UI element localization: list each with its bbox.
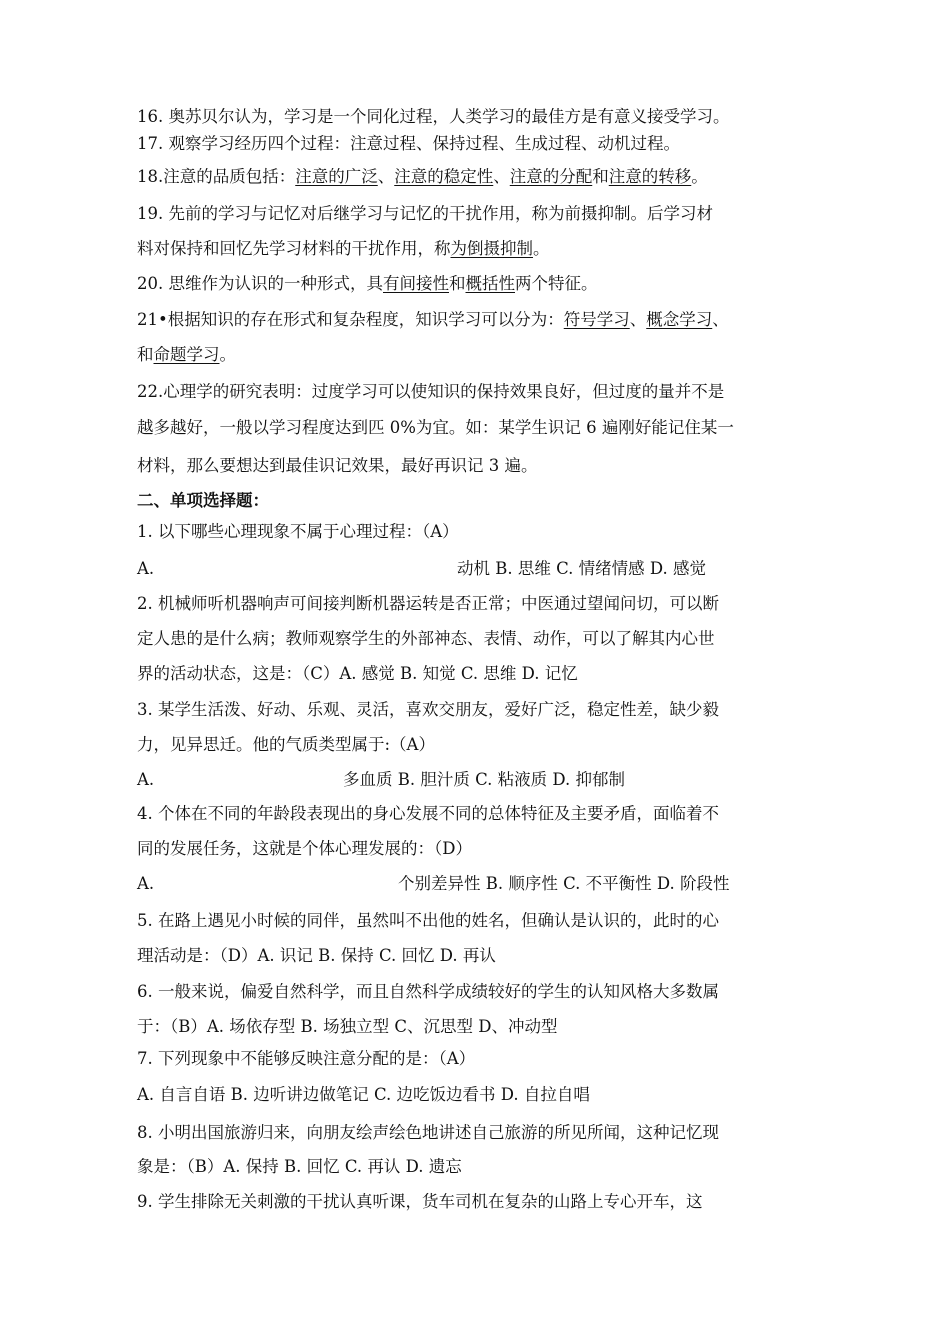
text-run: 料对保持和回忆先学习材料的干扰作用，称 xyxy=(137,239,451,258)
text-run: 18.注意的品质包括： xyxy=(137,167,296,186)
text-line: 2. 机械师听机器响声可间接判断机器运转是否正常；中医通过望闻问切，可以断 xyxy=(137,594,719,613)
text-run: 、 xyxy=(629,310,647,329)
text-run: 、 xyxy=(493,167,510,186)
section-heading: 二、单项选择题： xyxy=(137,491,269,510)
underlined-answer: 注意的稳定性 xyxy=(394,167,494,186)
underlined-answer: 命题学习 xyxy=(153,345,220,364)
underlined-answer: 概念学习 xyxy=(646,310,713,329)
text-line: 于：（B）A. 场依存型 B. 场独立型 C、沉思型 D、冲动型 xyxy=(137,1017,558,1036)
option-text: 动机 B. 思维 C. 情绪情感 D. 感觉 xyxy=(457,559,707,578)
text-line: 定人患的是什么病；教师观察学生的外部神态、表情、动作，可以了解其内心世 xyxy=(137,629,715,648)
text-line: 19. 先前的学习与记忆对后继学习与记忆的干扰作用，称为前摄抑制。后学习材 xyxy=(137,204,713,223)
text-run: 。 xyxy=(533,239,550,258)
text-run: 和 xyxy=(137,345,154,364)
text-line: 9. 学生排除无关刺激的干扰认真听课，货车司机在复杂的山路上专心开车，这 xyxy=(137,1192,703,1211)
text-line: 1. 以下哪些心理现象不属于心理过程：（A） xyxy=(137,522,459,541)
text-line: 材料，那么要想达到最佳识记效果，最好再识记 3 遍。 xyxy=(137,456,538,475)
option-text: 个别差异性 B. 顺序性 C. 不平衡性 D. 阶段性 xyxy=(398,874,730,893)
text-run: 。 xyxy=(691,167,708,186)
text-line xyxy=(137,309,729,331)
text-run: 两个特征。 xyxy=(515,274,598,293)
underlined-answer: 符号学习 xyxy=(563,310,630,329)
text-line: 17. 观察学习经历四个过程：注意过程、保持过程、生成过程、动机过程。 xyxy=(137,134,680,153)
text-run: 21•根据知识的存在形式和复杂程度，知识学习可以分为： xyxy=(137,310,564,329)
option-text: 多血质 B. 胆汁质 C. 粘液质 D. 抑郁制 xyxy=(343,770,626,789)
text-line xyxy=(137,344,236,366)
text-line: 8. 小明出国旅游归来，向朋友绘声绘色地讲述自己旅游的所见所闻，这种记忆现 xyxy=(137,1123,719,1142)
text-line: 5. 在路上遇见小时候的同伴，虽然叫不出他的姓名，但确认是认识的，此时的心 xyxy=(137,911,719,930)
underlined-answer: 注意的转移 xyxy=(608,167,692,186)
text-line: A. 自言自语 B. 边听讲边做笔记 C. 边吃饭边看书 D. 自拉自唱 xyxy=(137,1085,590,1104)
option-label: A. xyxy=(137,770,155,789)
underlined-answer: 有间接性 xyxy=(383,274,449,293)
text-line: 7. 下列现象中不能够反映注意分配的是：（A） xyxy=(137,1049,476,1068)
text-run: 和 xyxy=(449,274,466,293)
text-line: 越多越好，一般以学习程度达到匹 0%为宜。如：某学生识记 6 遍刚好能记住某一 xyxy=(137,418,734,437)
text-line: 3. 某学生活泼、好动、乐观、灵活，喜欢交朋友，爱好广泛，稳定性差，缺少毅 xyxy=(137,700,719,719)
text-line: 22.心理学的研究表明：过度学习可以使知识的保持效果良好，但过度的量并不是 xyxy=(137,382,725,401)
text-line: 象是：（B）A. 保持 B. 回忆 C. 再认 D. 遗忘 xyxy=(137,1157,462,1176)
option-label: A. xyxy=(137,559,155,578)
text-line: 16. 奥苏贝尔认为，学习是一个同化过程，人类学习的最佳方是有意义接受学习。 xyxy=(137,107,730,126)
underlined-answer: 概括性 xyxy=(465,274,515,293)
text-line: 4. 个体在不同的年龄段表现出的身心发展不同的总体特征及主要矛盾，面临着不 xyxy=(137,804,719,823)
option-label: A. xyxy=(137,874,155,893)
text-line: 界的活动状态，这是：（C）A. 感觉 B. 知觉 C. 思维 D. 记忆 xyxy=(137,664,578,683)
text-run: 、 xyxy=(712,310,729,329)
underlined-answer: 注意的分配 xyxy=(509,167,593,186)
text-line: 6. 一般来说，偏爱自然科学，而且自然科学成绩较好的学生的认知风格大多数属 xyxy=(137,982,719,1001)
underlined-answer: 注意的广泛 xyxy=(295,167,378,186)
text-line xyxy=(137,166,708,188)
text-line: 力，见异思迁。他的气质类型属于:（A） xyxy=(137,735,435,754)
option-line xyxy=(137,769,626,791)
option-line xyxy=(137,558,707,580)
text-line xyxy=(137,238,550,260)
text-line: 理活动是：（D）A. 识记 B. 保持 C. 回忆 D. 再认 xyxy=(137,946,496,965)
text-run: 20. 思维作为认识的一种形式，具 xyxy=(137,274,383,293)
text-run: 和 xyxy=(592,167,609,186)
text-run: 、 xyxy=(377,167,395,186)
underlined-answer: 为倒摄抑制 xyxy=(450,239,533,258)
text-run: 。 xyxy=(219,345,236,364)
text-line: 同的发展任务，这就是个体心理发展的：（D） xyxy=(137,839,472,858)
option-line xyxy=(137,873,730,895)
text-line xyxy=(137,273,598,295)
